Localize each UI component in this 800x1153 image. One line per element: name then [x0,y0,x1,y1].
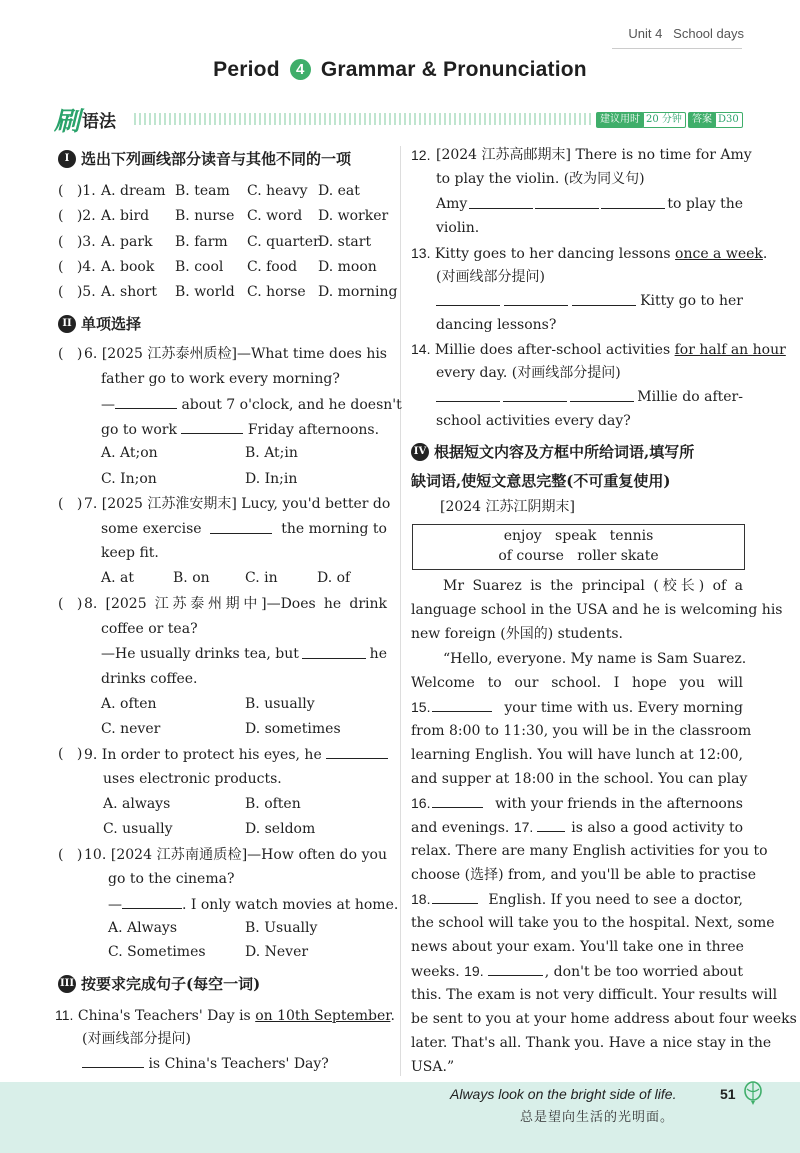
q2-option-c: C. word [247,208,303,224]
q9-bracket: ( ) [58,746,83,762]
footer-motto-en: Always look on the bright side of life. [450,1086,677,1102]
q12-line-3: Amy to play the [436,196,743,212]
q12-stem-2: to play the violin. (改为同义句) [436,171,645,187]
answer-blank-19[interactable] [488,961,543,976]
blank-number: 15. [411,699,431,715]
q8-stem-4: drinks coffee. [101,671,198,687]
q13-stem-4: dancing lessons? [436,317,557,333]
dotted-divider [134,113,594,125]
answer-blank[interactable] [181,419,243,434]
passage-line: this. The exam is not very difficult. Your results will [411,987,778,1003]
passage-line: from 8:00 to 11:30, you will be in the classroom [411,723,752,739]
section-1-heading [58,148,351,169]
section-1-title: 选出下列画线部分读音与其他不同的一项 [81,150,352,168]
q5-option-a: A. short [101,284,157,300]
q4-option-c: C. food [247,259,298,275]
q12-stem: [2024 江苏高邮期末] There is no time for Amy [436,147,752,163]
answer-blank-18[interactable] [432,889,478,904]
section-3-title: 按要求完成句子(每空一词) [81,975,261,993]
q8-line-3: —He usually drinks tea, but he [101,646,387,662]
q4-option-a: A. book [101,259,155,275]
passage-line: learning English. You will have lunch at 12:00, [411,747,743,763]
blank-number: 19. [464,963,484,979]
q8-option-b: B. usually [245,696,315,712]
balloon-icon [742,1081,764,1111]
q10-option-c: C. Sometimes [108,944,206,960]
time-value-tag: 20 分钟 [642,112,686,128]
q2-option-d: D. worker [318,208,389,224]
passage-line: later. That's all. Thank you. Have a nice stay in the [411,1035,772,1051]
q5-option-b: B. world [175,284,235,300]
q7-stem: 7. [2025 江苏淮安期末] Lucy, you'd better do [84,496,391,512]
q1-option-b: B. team [175,183,230,199]
q8-stem: 8. [2025 江苏泰州期中]—Does he drink [84,596,387,612]
passage-line: “Hello, everyone. My name is Sam Suarez. [443,651,747,667]
answer-blank[interactable] [570,387,634,402]
period-number-badge: 4 [290,59,311,80]
answer-page-tag: D30 [714,112,743,128]
answer-blank[interactable] [601,194,665,209]
running-header [628,26,744,41]
q2-option-a: A. bird [101,208,150,224]
q7-option-a: A. at [101,570,134,586]
section-3-badge: III [58,975,76,993]
word-box-row-2: of course roller skate [498,548,659,564]
q3-option-d: D. start [318,234,372,250]
section-2-badge: II [58,315,76,333]
passage-line-18: 18. English. If you need to see a doctor, [411,891,743,908]
q13-instruction: (对画线部分提问) [436,269,545,285]
title-period: Period [213,58,280,81]
answer-blank[interactable] [503,387,567,402]
q10-option-b: B. Usually [245,920,318,936]
column-divider [400,146,401,1076]
q3-option-c: C. quarter [247,234,320,250]
q7-option-c: C. in [245,570,278,586]
q14-instruction: every day. (对画线部分提问) [436,365,621,381]
passage-line-16: 16. with your friends in the afternoons [411,795,743,812]
q13-line-3: Kitty go to her [436,291,743,311]
passage-source: [2024 江苏江阴期末] [440,499,576,515]
q3-option-b: B. farm [175,234,228,250]
brand-logo-char: 刷 [54,106,81,137]
passage-line: Welcome to our school. I hope you will [411,675,743,691]
section-3-heading [58,973,260,994]
title-topic: Grammar & Pronunciation [320,58,587,81]
q3-row: ( )3. [58,234,96,250]
q2-row: ( )2. [58,208,96,224]
q8-option-a: A. often [101,696,157,712]
q12-stem-4: violin. [436,220,480,236]
answer-blank[interactable] [122,894,182,909]
q11-instruction: (对画线部分提问) [82,1031,191,1047]
q6-bracket: ( ) [58,346,83,362]
word-box [412,524,745,570]
answer-blank[interactable] [82,1053,144,1068]
passage-line: language school in the USA and he is welcoming his [411,602,783,618]
passage-line-15: 15. your time with us. Every morning [411,699,743,716]
q7-bracket: ( ) [58,496,83,512]
q6-stem-2: father go to work every morning? [101,371,340,387]
section-brand [54,104,117,137]
q9-stem-2: uses electronic products. [103,771,282,787]
q1-option-c: C. heavy [247,183,308,199]
q5-row: ( )5. [58,284,96,300]
answer-blank[interactable] [302,644,366,659]
q9-option-b: B. often [245,796,301,812]
passage-line: be sent to you at your home address about four weeks [411,1011,797,1027]
q4-row: ( )4. [58,259,96,275]
answer-blank[interactable] [469,194,533,209]
answer-blank[interactable] [326,744,388,759]
passage-line-19: weeks. 19. , don't be too worried about [411,963,743,980]
q8-bracket: ( ) [58,596,83,612]
q9-option-d: D. seldom [245,821,316,837]
q13-line-1: 13. Kitty goes to her dancing lessons once a week. [411,245,768,262]
q7-line-2: some exercise the morning to [101,521,387,537]
q8-option-c: C. never [101,721,161,737]
q5-option-c: C. horse [247,284,306,300]
q10-option-a: A. Always [108,920,178,936]
answer-blank-15[interactable] [432,697,492,712]
section-4-badge: IV [411,443,429,461]
q4-option-b: B. cool [175,259,224,275]
q14-line-1: 14. Millie does after-school activities for half an hour [411,341,786,358]
passage-line: Mr Suarez is the principal (校长) of a [443,578,743,594]
q10-bracket: ( ) [58,847,83,863]
passage-line: new foreign (外国的) students. [411,626,623,642]
page-footer [0,1082,800,1153]
answer-blank[interactable] [436,387,500,402]
page-title [0,58,800,82]
passage-line: relax. There are many English activities for you to [411,843,768,859]
q9-option-c: C. usually [103,821,173,837]
answer-blank[interactable] [210,519,272,534]
q11-line-3: is China's Teachers' Day? [82,1053,329,1074]
answer-blank[interactable] [572,291,636,306]
footer-motto-zh: 总是望向生活的光明面。 [520,1110,675,1125]
passage-line-17: and evenings. 17. is also a good activity to [411,819,743,836]
page-number: 51 [720,1086,736,1102]
answer-label-tag: 答案 [688,112,716,128]
q1-option-a: A. dream [101,183,166,199]
q3-option-a: A. park [101,234,153,250]
time-label-tag: 建议用时 [596,112,644,128]
q6-option-b: B. At;in [245,445,298,461]
passage-line: USA.” [411,1059,455,1075]
blank-number: 17. [513,819,534,835]
q4-option-d: D. moon [318,259,377,275]
q12-number: 12. [411,147,431,163]
q9-line-1: 9. In order to protect his eyes, he [84,744,388,765]
answer-blank-16[interactable] [432,793,483,808]
q7-option-d: D. of [317,570,351,586]
answer-blank[interactable] [535,194,599,209]
word-box-row-1: enjoy speak tennis [503,528,654,544]
answer-blank[interactable] [115,394,177,409]
q9-option-a: A. always [103,796,171,812]
q10-option-d: D. Never [245,944,309,960]
blank-number: 16. [411,795,431,811]
answer-blank[interactable] [504,291,568,306]
blank-number: 18. [411,891,431,907]
answer-blank[interactable] [436,291,500,306]
brand-label: 语法 [82,111,117,132]
section-4-heading [411,441,694,462]
header-rule [612,48,742,49]
q10-stem-2: go to the cinema? [108,871,235,887]
q10-stem: 10. [2024 江苏南通质检]—How often do you [84,847,387,863]
q1-row: ( )1. [58,183,96,199]
passage-line: and supper at 18:00 in the school. You can play [411,771,748,787]
unit-label: Unit 4 [628,26,663,41]
q6-option-d: D. In;in [245,471,298,487]
q7-option-b: B. on [173,570,210,586]
q14-stem-4: school activities every day? [436,413,631,429]
section-2-heading [58,313,141,334]
q2-option-b: B. nurse [175,208,235,224]
passage-line: news about your exam. You'll take one in three [411,939,744,955]
unit-topic: School days [673,26,744,41]
q6-line-3: — about 7 o'clock, and he doesn't [101,394,402,415]
section-4-title-2: 缺词语,使短文意思完整(不可重复使用) [411,472,671,490]
q8-option-d: D. sometimes [245,721,341,737]
q14-line-3: Millie do after- [436,387,743,407]
q5-option-d: D. morning [318,284,398,300]
q8-stem-2: coffee or tea? [101,621,198,637]
answer-blank-17[interactable] [537,817,565,832]
passage-line: the school will take you to the hospital. Next, some [411,915,775,931]
q6-stem: 6. [2025 江苏泰州质检]—What time does his [84,346,387,362]
section-1-badge: I [58,150,76,168]
q6-option-a: A. At;on [101,445,158,461]
q6-option-c: C. In;on [101,471,157,487]
q1-option-d: D. eat [318,183,360,199]
q6-line-4: go to work Friday afternoons. [101,419,379,440]
q10-line-3: — . I only watch movies at home. [108,894,398,915]
section-4-title-1: 根据短文内容及方框中所给词语,填写所 [434,443,695,461]
section-2-title: 单项选择 [81,315,142,333]
q7-stem-3: keep fit. [101,545,159,561]
passage-line: choose (选择) from, and you'll be able to practise [411,867,757,883]
q11-line-1: 11. China's Teachers' Day is on 10th September. [55,1007,395,1024]
